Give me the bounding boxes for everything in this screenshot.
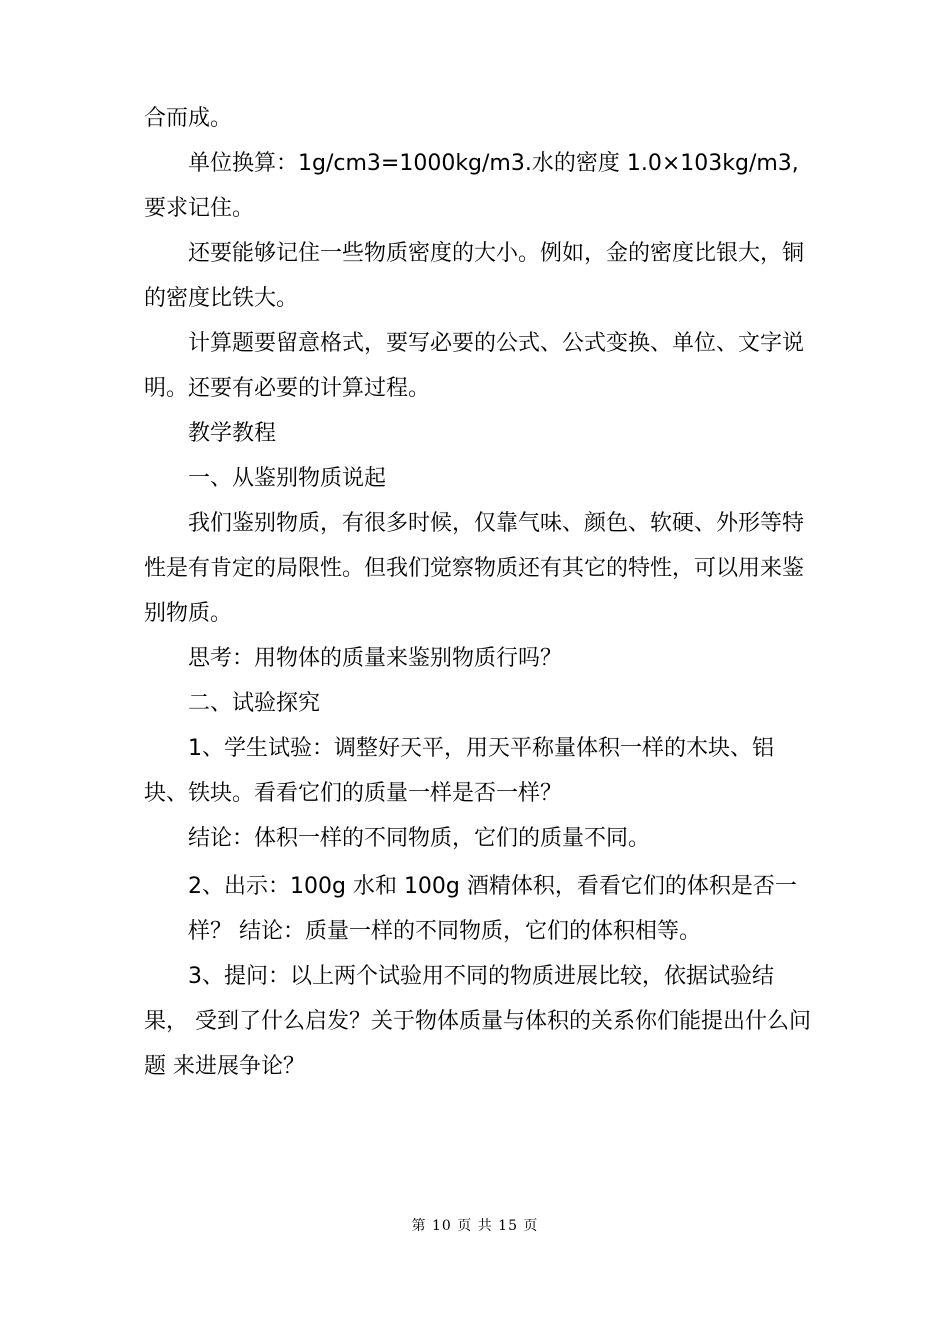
text-line: 样？ 结论：质量一样的不同物质，它们的体积相等。	[188, 919, 701, 944]
text-line: 结论：体积一样的不同物质，它们的质量不同。	[188, 826, 651, 851]
page-number-footer: 第 10 页 共 15 页	[411, 1218, 539, 1234]
text-line: 要求记住。	[144, 196, 255, 221]
text-line: 我们鉴别物质，有很多时候，仅靠气味、颜色、软硬、外形等特	[188, 511, 805, 536]
text-line: 2、出示：100g 水和 100g 酒精体积，看看它们的体积是否一	[188, 874, 797, 899]
section-heading: 二、试验探究	[188, 691, 321, 716]
text-line: 合而成。	[144, 106, 233, 131]
text-line: 3、提问：以上两个试验用不同的物质进展比较，依据试验结	[188, 964, 774, 989]
text-line: 块、铁块。看看它们的质量一样是否一样？	[144, 781, 563, 806]
text-line: 果， 受到了什么启发？关于物体质量与体积的关系你们能提出什么问	[144, 1009, 811, 1034]
text-line: 别物质。	[144, 601, 233, 626]
text-line: 性是有肯定的局限性。但我们觉察物质还有其它的特性，可以用来鉴	[144, 556, 805, 581]
text-line: 计算题要留意格式，要写必要的公式、公式变换、单位、文字说	[188, 331, 805, 356]
section-heading: 一、从鉴别物质说起	[188, 466, 387, 491]
text-line: 的密度比铁大。	[144, 286, 299, 311]
text-line: 还要能够记住一些物质密度的大小。例如，金的密度比银大，铜	[188, 241, 805, 266]
text-line: 明。还要有必要的计算过程。	[144, 376, 431, 401]
text-line: 单位换算：1g/cm3=1000kg/m3.水的密度 1.0×103kg/m3,	[188, 151, 799, 176]
section-heading: 教学教程	[188, 421, 277, 446]
text-line: 1、学生试验：调整好天平，用天平称量体积一样的木块、铝	[188, 736, 774, 761]
text-line: 题 来进展争论？	[144, 1054, 305, 1079]
text-line: 思考：用物体的质量来鉴别物质行吗？	[188, 646, 563, 671]
